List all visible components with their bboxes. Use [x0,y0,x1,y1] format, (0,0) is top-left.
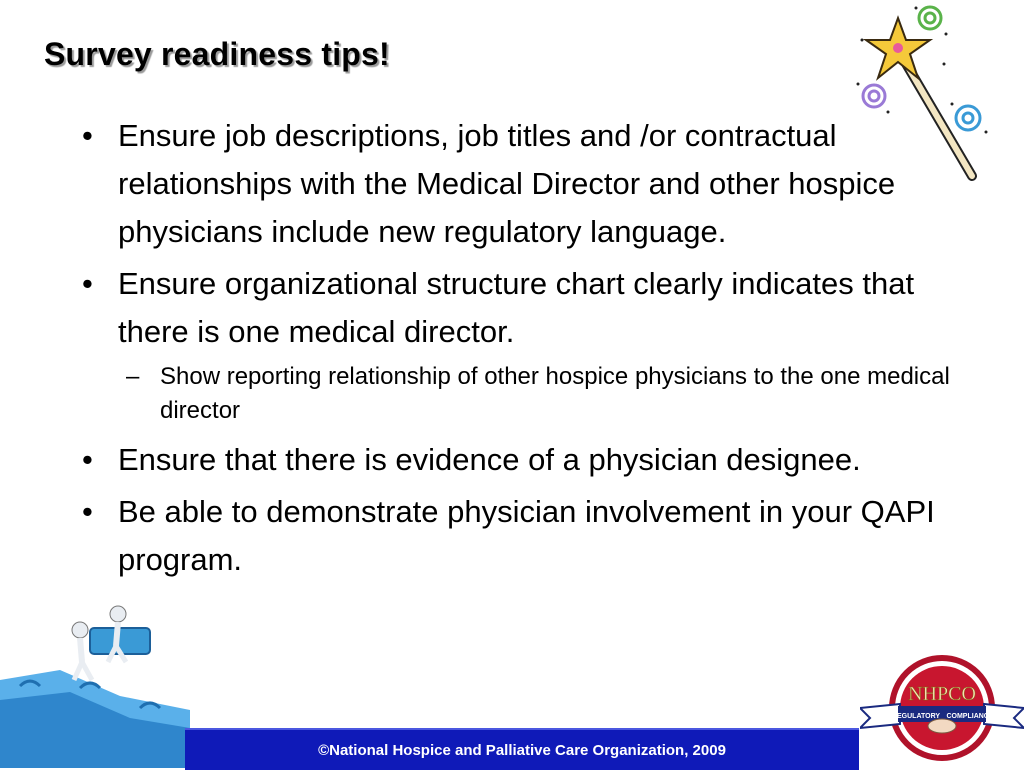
bullet-item [82,112,952,256]
puzzle-people-icon [0,600,190,768]
bullet-list [82,112,952,588]
logo-text: NHPCO [908,683,976,705]
bullet-item [82,260,952,356]
bullet-text: Ensure that there is evidence of a physician designee. [118,442,861,477]
bullet-symbol: • [82,494,93,529]
bullet-text: Ensure organizational structure chart clearly indicates that there is one medical director. [118,266,915,349]
bullet-symbol: • [82,118,93,153]
bullet-item [82,436,952,484]
slide-title: Survey readiness tips! [44,36,390,72]
bullet-symbol: • [82,266,93,301]
sub-bullet-text: Show reporting relationship of other hospice physicians to the one medical director [160,363,950,424]
bullet-item [82,488,952,584]
svg-text:REGULATORY: REGULATORY [891,713,941,720]
footer-bar [185,728,859,770]
bullet-text: Ensure job descriptions, job titles and /or contractual relationships with the Medical Director and other hospice physicians include new regulatory language. [118,118,896,249]
sub-bullet-symbol: – [126,363,140,390]
bullet-symbol: • [82,442,93,477]
svg-text:COMPLIANCE: COMPLIANCE [946,713,994,720]
bullet-text: Be able to demonstrate physician involvement in your QAPI program. [118,494,935,577]
nhpco-logo [860,652,1024,766]
sub-bullet-item [126,360,952,428]
footer-copyright: ©National Hospice and Palliative Care Organization, 2009 [318,741,726,759]
